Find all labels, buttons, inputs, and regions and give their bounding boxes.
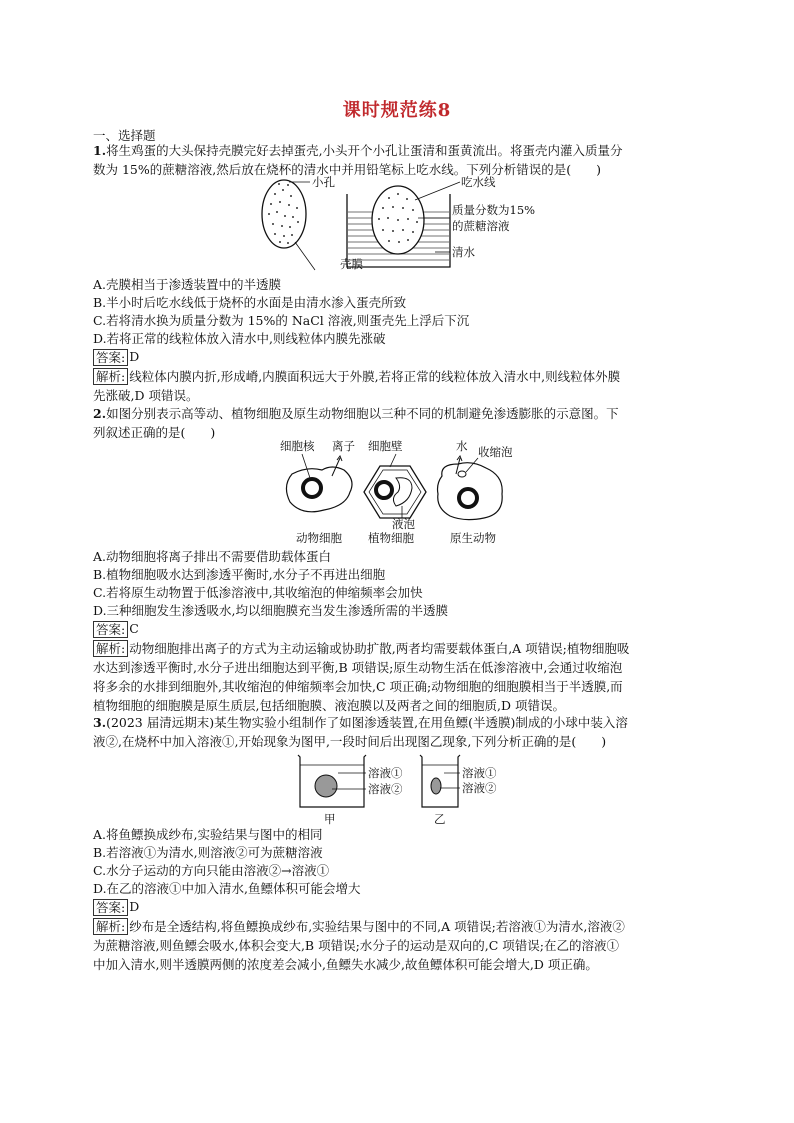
- explanation-text: 纱布是全透结构,将鱼鳔换成纱布,实验结果与图中的不同,A 项错误;若溶液①为清水,溶液②: [129, 919, 625, 934]
- answer-value: C: [129, 621, 139, 636]
- stem-text: (2023 届清远期末)某生物实验小组制作了如图渗透装置,在用鱼鳔(半透膜)制成的小球中装入溶: [106, 715, 628, 730]
- label-hole: 小孔: [312, 175, 335, 189]
- explanation-label: 解析:: [93, 640, 128, 657]
- page-title: 课时规范练8: [342, 100, 452, 121]
- explanation-text: 为蔗糖溶液,则鱼鳔会吸水,体积会变大,B 项错误;水分子的运动是双向的,C 项错误;在乙的溶液①: [93, 938, 620, 953]
- label-animal-cell: 动物细胞: [296, 531, 342, 545]
- label-sugar-1: 质量分数为15%: [452, 203, 536, 217]
- question-number: 2.: [93, 406, 107, 421]
- option-c: C.若将原生动物置于低渗溶液中,其收缩泡的伸缩频率会加快: [93, 585, 423, 600]
- explanation-label: 解析:: [93, 368, 128, 385]
- label-water: 清水: [452, 245, 475, 259]
- explanation-text: 动物细胞排出离子的方式为主动运输或协助扩散,两者均需要载体蛋白,A 项错误;植物细胞吸: [129, 641, 630, 656]
- label-solution-2: 溶液②: [462, 781, 497, 795]
- explanation: [93, 639, 705, 715]
- answer-value: D: [129, 349, 140, 364]
- answer-row: [93, 898, 139, 916]
- label-ion: 离子: [332, 439, 355, 453]
- option-a: A.壳膜相当于渗透装置中的半透膜: [93, 277, 282, 292]
- explanation-label: 解析:: [93, 918, 128, 935]
- label-waterline: 吃水线: [461, 175, 496, 189]
- option-b: B.植物细胞吸水达到渗透平衡时,水分子不再进出细胞: [93, 567, 386, 582]
- protozoa-nucleus: [459, 489, 477, 507]
- option-b: B.若溶液①为清水,则溶液②可为蔗糖溶液: [93, 845, 323, 860]
- option-a: A.动物细胞将离子排出不需要借助载体蛋白: [93, 549, 332, 564]
- plant-cell: [364, 466, 426, 518]
- answer-label: 答案:: [93, 621, 128, 638]
- answer-label: 答案:: [93, 899, 128, 916]
- question-3-stem: [93, 713, 703, 751]
- label-vacuole: 液泡: [392, 517, 415, 531]
- explanation: [93, 367, 705, 405]
- label-solution-1: 溶液①: [368, 766, 403, 780]
- label-plant-cell: 植物细胞: [368, 531, 414, 545]
- stem-text: 将生鸡蛋的大头保持壳膜完好去掉蛋壳,小头开个小孔让蛋清和蛋黄流出。将蛋壳内灌入质量分: [106, 143, 623, 158]
- answer-value: D: [129, 899, 140, 914]
- option-b: B.半小时后吃水线低于烧杯的水面是由清水渗入蛋壳所致: [93, 295, 407, 310]
- cell-mechanism-figure: [272, 436, 532, 546]
- stem-text: 如图分别表示高等动、植物细胞及原生动物细胞以三种不同的机制避免渗透膨胀的示意图。下: [106, 406, 619, 421]
- animal-nucleus: [303, 479, 321, 497]
- label-jia: 甲: [324, 812, 336, 826]
- explanation-text: 植物细胞的细胞膜是原生质层,包括细胞膜、液泡膜以及两者之间的细胞质,D 项错误。: [93, 698, 565, 713]
- option-d: D.若将正常的线粒体放入清水中,则线粒体内膜先涨破: [93, 331, 386, 346]
- label-solution-2: 溶液②: [368, 782, 403, 796]
- label-wall: 细胞壁: [368, 439, 403, 453]
- explanation-text: 线粒体内膜内折,形成嵴,内膜面积远大于外膜,若将正常的线粒体放入清水中,则线粒体外膜: [129, 369, 621, 384]
- label-membrane: 壳膜: [340, 257, 363, 271]
- label-protozoa: 原生动物: [450, 531, 496, 545]
- option-a: A.将鱼鳔换成纱布,实验结果与图中的相同: [93, 827, 323, 842]
- label-nucleus: 细胞核: [280, 439, 315, 453]
- question-number: 1.: [93, 143, 107, 158]
- option-c: C.水分子运动的方向只能由溶液②→溶液①: [93, 863, 330, 878]
- explanation-text: 将多余的水排到细胞外,其收缩泡的伸缩频率会加快,C 项正确;动物细胞的细胞膜相当于半透膜,而: [93, 679, 623, 694]
- plant-nucleus: [376, 482, 392, 498]
- option-c: C.若将清水换为质量分数为 15%的 NaCl 溶液,则蛋壳先上浮后下沉: [93, 313, 470, 328]
- stem-text: 数为 15%的蔗糖溶液,然后放在烧杯的清水中并用铅笔标上吃水线。下列分析错误的是( ): [93, 162, 601, 177]
- label-contractile-vacuole: 收缩泡: [478, 445, 513, 459]
- stem-text: 液②,在烧杯中加入溶液①,开始现象为图甲,一段时间后出现图乙现象,下列分析正确的是( ): [93, 734, 607, 749]
- explanation-text: 水达到渗透平衡时,水分子进出细胞达到平衡,B 项错误;原生动物生活在低渗溶液中,会通过收缩泡: [93, 660, 623, 675]
- answer-label: 答案:: [93, 349, 128, 366]
- answer-row: [93, 348, 139, 366]
- ball-jia: [315, 775, 337, 797]
- option-d: D.在乙的溶液①中加入清水,鱼鳔体积可能会增大: [93, 881, 361, 896]
- label-water-in: 水: [456, 439, 468, 453]
- label-sugar-2: 的蔗糖溶液: [452, 219, 510, 233]
- explanation: [93, 917, 705, 974]
- stem-text: 列叙述正确的是( ): [93, 425, 216, 440]
- explanation-text: 中加入清水,则半透膜两侧的浓度差会减小,鱼鳔失水减少,故鱼鳔体积可能会增大,D 项正确。: [93, 957, 598, 972]
- option-d: D.三种细胞发生渗透吸水,均以细胞膜充当发生渗透所需的半透膜: [93, 603, 449, 618]
- label-yi: 乙: [434, 812, 446, 826]
- question-number: 3.: [93, 715, 107, 730]
- label-solution-1: 溶液①: [462, 766, 497, 780]
- explanation-text: 先涨破,D 项错误。: [93, 388, 199, 403]
- egg-osmosis-figure: [255, 172, 555, 272]
- osmosis-device-figure: [294, 751, 534, 827]
- section-heading: 一、选择题: [93, 128, 156, 143]
- answer-row: [93, 620, 139, 638]
- ball-yi: [431, 778, 441, 794]
